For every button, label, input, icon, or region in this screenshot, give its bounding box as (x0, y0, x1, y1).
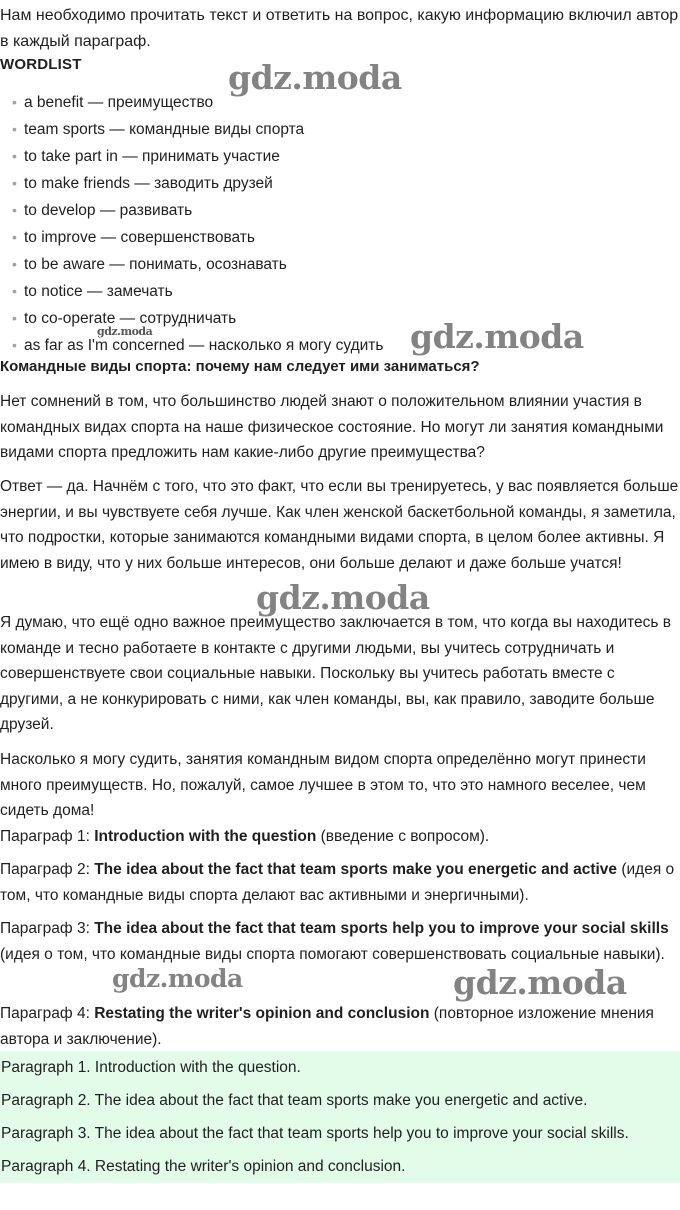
english-answer: Paragraph 3. The idea about the fact that team sports help you to improve your social skills. (1, 1125, 629, 1142)
bullet-icon: • (12, 121, 17, 137)
english-answers-box (0, 1051, 680, 1183)
english-answer: Paragraph 1. Introduction with the question. (1, 1059, 301, 1076)
watermark: gdz.moda (453, 963, 627, 1002)
bullet-icon: • (12, 94, 17, 110)
task-intro: Нам необходимо прочитать текст и ответить на вопрос, какую информацию включил автор в каждый параграф. (0, 7, 679, 50)
wordlist-item: • as far as I'm concerned — насколько я могу судить (0, 332, 680, 359)
bullet-icon: • (12, 148, 17, 164)
wordlist-item: • to improve — совершенствовать (0, 224, 680, 251)
bullet-icon: • (12, 175, 17, 191)
wordlist-item: • to notice — замечать (0, 278, 680, 305)
bullet-icon: • (12, 337, 17, 353)
article-paragraph: Ответ — да. Начнём с того, что это факт, что если вы тренируетесь, у вас появляется больше энергии, и вы чувствуете себя лучше. Как член женской баскетбольной команды, я заметила, что подростки, которые занимаются командными видами спорта, в целом более активны. Я имею в виду, что у них больше интересов, они больше делают и даже больше учатся! (0, 478, 679, 572)
wordlist-title: WORDLIST (0, 56, 82, 73)
bullet-icon: • (12, 310, 17, 326)
watermark: gdz.moda (228, 58, 402, 97)
bullet-icon: • (12, 229, 17, 245)
wordlist-item: • team sports — командные виды спорта (0, 116, 680, 143)
english-answer: Paragraph 2. The idea about the fact that team sports make you energetic and active. (1, 1092, 588, 1109)
watermark: gdz.moda (410, 317, 584, 356)
article-paragraph: Я думаю, что ещё одно важное преимущество заключается в том, что когда вы находитесь в команде и тесно работаете в контакте с другими людьми, вы учитесь сотрудничать и совершенствуете свои социальные навыки. Поскольку вы учитесь работать вместе с другими, а не конкурировать с ними, как член команды, вы, как правило, заводите больше друзей. (0, 614, 672, 733)
watermark: gdz.moda (112, 964, 243, 993)
answer-paragraph-1: Параграф 1: Introduction with the question (введение с вопросом). (0, 828, 490, 845)
wordlist-item: • to co-operate — сотрудничать (0, 305, 680, 332)
article-paragraph: Насколько я могу судить, занятия командным видом спорта определённо могут принести много преимуществ. Но, пожалуй, самое лучшее в этом то, что это намного веселее, чем сидеть дома! (0, 751, 646, 819)
bullet-icon: • (12, 283, 17, 299)
watermark: gdz.moda (97, 325, 153, 338)
answer-paragraph-2: Параграф 2: The idea about the fact that team sports make you energetic and active (идея о том, что командные виды спорта делают вас активными и энергичными). (0, 861, 675, 904)
wordlist-item: • a benefit — преимущество (0, 89, 680, 116)
bullet-icon: • (12, 256, 17, 272)
wordlist-item: • to be aware — понимать, осознавать (0, 251, 680, 278)
article-paragraph: Нет сомнений в том, что большинство людей знают о положительном влиянии участия в командных видах спорта на наше физическое состояние. Но могут ли занятия командными видами спорта предложить нам какие-либо другие преимущества? (0, 393, 664, 461)
wordlist-item: • to take part in — принимать участие (0, 143, 680, 170)
wordlist-item: • to develop — развивать (0, 197, 680, 224)
english-answer: Paragraph 4. Restating the writer's opinion and conclusion. (1, 1158, 406, 1175)
bullet-icon: • (12, 202, 17, 218)
watermark: gdz.moda (256, 578, 430, 617)
article-title: Командные виды спорта: почему нам следует ими заниматься? (0, 358, 480, 375)
answer-paragraph-3: Параграф 3: The idea about the fact that team sports help you to improve your social skills (идея о том, что командные виды спорта помогают совершенствовать социальные навыки). (0, 920, 669, 963)
answer-paragraph-4: Параграф 4: Restating the writer's opinion and conclusion (повторное изложение мнения автора и заключение). (0, 1005, 654, 1048)
wordlist-item: • to make friends — заводить друзей (0, 170, 680, 197)
